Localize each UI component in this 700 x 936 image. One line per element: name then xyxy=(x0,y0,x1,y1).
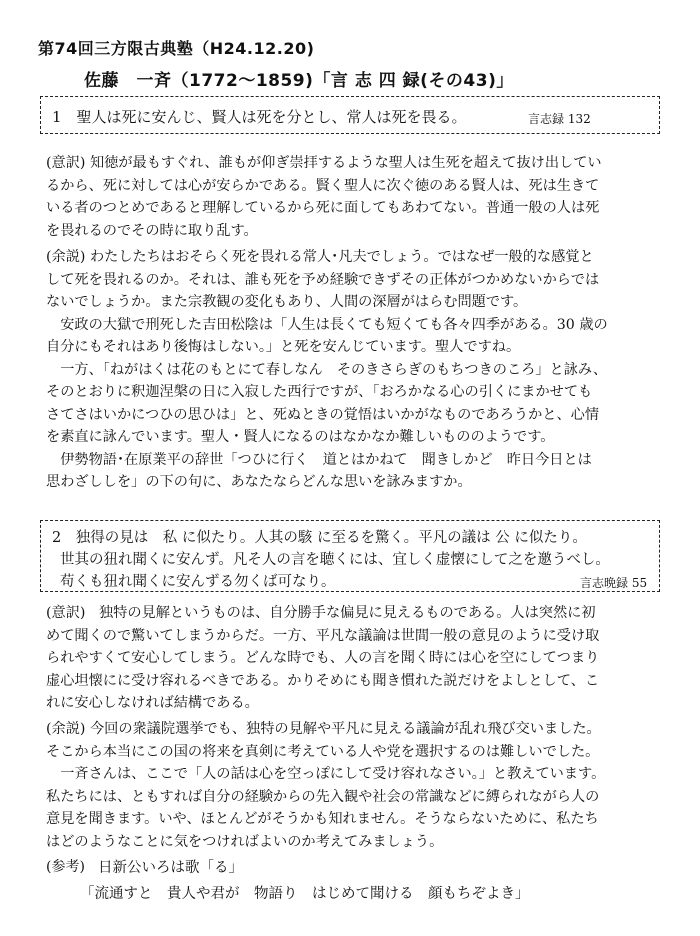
commentary-row: 安政の大獄で刑死した吉田松陰は「人生は長くても短くても各々四季がある。30 歳の xyxy=(46,316,608,333)
translation-row: (意訳) 独特の見解というものは、自分勝手な偏見に見えるものである。人は突然に初 xyxy=(46,605,596,621)
quote-2-row: 世其の狃れ聞くに安んず。凡そ人の言を聴くには、宜しく虚懐にして之を邀うべし。 xyxy=(60,552,610,568)
translation-label: (意訳) xyxy=(46,155,86,171)
section-2-translation xyxy=(46,602,668,715)
commentary-row: そこから本当にこの国の将来を真剣に考えている人や党を選択するのは難しいでした。 xyxy=(46,743,600,760)
translation-row: 虚心坦懐にに受け容れるべきである。かりそめにも聞き慣れた説だけをよしとして、こ xyxy=(46,672,600,689)
quote-2-row: 2 独得の見は 私 に似たり。人其の駭 に至るを驚く。平凡の議は 公 に似たり。 xyxy=(52,530,587,546)
commentary-row: して死を畏れるのか。それは、誰も死を予め経験できずその正体がつかめないからでは xyxy=(46,271,600,288)
commentary-row: 意見を聞きます。いや、ほとんどがそうかも知れません。そうならないために、私たち xyxy=(46,811,599,827)
reference-label: (参考) xyxy=(46,859,85,875)
commentary-label: (余説) xyxy=(46,721,86,737)
translation-row: いる者のつとめであると理解しているから死に面してもあわてない。普通一般の人は死 xyxy=(46,200,600,216)
translation-label: (意訳) xyxy=(46,605,86,621)
commentary-row: (余説) 今回の衆議院選挙でも、独特の見解や平凡に見える議論が乱れ飛び交いました。 xyxy=(46,721,601,737)
commentary-row: ないでしょうか。また宗教観の変化もあり、人間の深層がはらむ問題です。 xyxy=(46,294,528,310)
translation-row: (意訳) 知徳が最もすぐれ、誰もが仰ぎ崇拝するような聖人は生死を超えて抜け出してい xyxy=(46,155,602,171)
section-1-translation xyxy=(46,152,668,242)
quote-1-citation: 言志録 132 xyxy=(528,112,591,126)
commentary-row: (余説) わたしたちはおそらく死を畏れる常人･凡夫でしょう。ではなぜ一般的な感覚と xyxy=(46,249,594,265)
commentary-row: 思わざししを」の下の句に、あなたならどんな思いを詠みますか。 xyxy=(46,474,472,490)
translation-row: るから、死に対しては心が安らかである。賢く聖人に次ぐ徳のある賢人は、死は生きて xyxy=(46,177,600,194)
commentary-row: 一斉さんは、ここで「人の話は心を空っぽにして受け容れなさい。」と教えています。 xyxy=(46,766,606,782)
reference-poem: 「流通すと 貴人や君が 物語り はじめて聞ける 顔もちぞよき」 xyxy=(80,886,530,902)
quote-1-text: 1 聖人は死に安んじ、賢人は死を分とし、常人は死を畏る。 xyxy=(52,108,467,126)
translation-row: めて聞くので驚いてしまうからだ。一方、平凡な議論は世間一般の意見のように受け取 xyxy=(46,627,600,644)
quote-2-row: 苟くも狃れ聞くに安んずる勿くば可なり。 xyxy=(60,574,336,590)
session-title: 第74回三方限古典塾（H24.12.20) xyxy=(38,39,315,58)
section-1-commentary xyxy=(46,246,668,494)
commentary-row: 自分にもそれはあり後悔はしない。」と死を安んじています。聖人ですね。 xyxy=(46,339,521,355)
lecture-title: 佐藤 一斉（1772～1859)「言 志 四 録(その43)」 xyxy=(84,71,514,91)
translation-row: れに安心しなければ結構である。 xyxy=(46,695,259,711)
commentary-row: 私たちには、ともすれば自分の経験からの先入観や社会の常識などに縛られながら人の xyxy=(46,788,600,805)
commentary-row: はどのようなことに気をつければよいのか考えてみましょう。 xyxy=(46,833,444,850)
commentary-row: そのとおりに釈迦涅槃の日に入寂した西行ですが、「おろかなる心の引くにまかせても xyxy=(46,384,593,400)
commentary-row: を素直に詠んでいます。聖人・賢人になるのはなかなか難しいもののようです。 xyxy=(46,429,555,445)
translation-row: を畏れるのでその時に取り乱す。 xyxy=(46,222,258,239)
commentary-row: さてさはいかにつひの思ひは」と、死ぬときの覚悟はいかがなものであろうかと、心情 xyxy=(46,406,600,423)
commentary-row: 伊勢物語･在原業平の辞世「つひに行く 道とはかねて 聞きしかど 昨日今日とは xyxy=(46,451,592,468)
translation-row: られやすくて安心してしまう。どんな時でも、人の言を聞く時には心を空にしてつまり xyxy=(46,650,600,666)
quote-2-citation: 言志晩録 55 xyxy=(580,576,648,590)
section-2-commentary xyxy=(46,718,668,853)
reference-title: 日新公いろは歌「る」 xyxy=(98,860,243,876)
commentary-label: (余説) xyxy=(46,249,86,265)
commentary-row: 一方、「ねがはくは花のもとにて春しなん そのきさらぎのもちつきのころ」と詠み、 xyxy=(46,361,608,378)
